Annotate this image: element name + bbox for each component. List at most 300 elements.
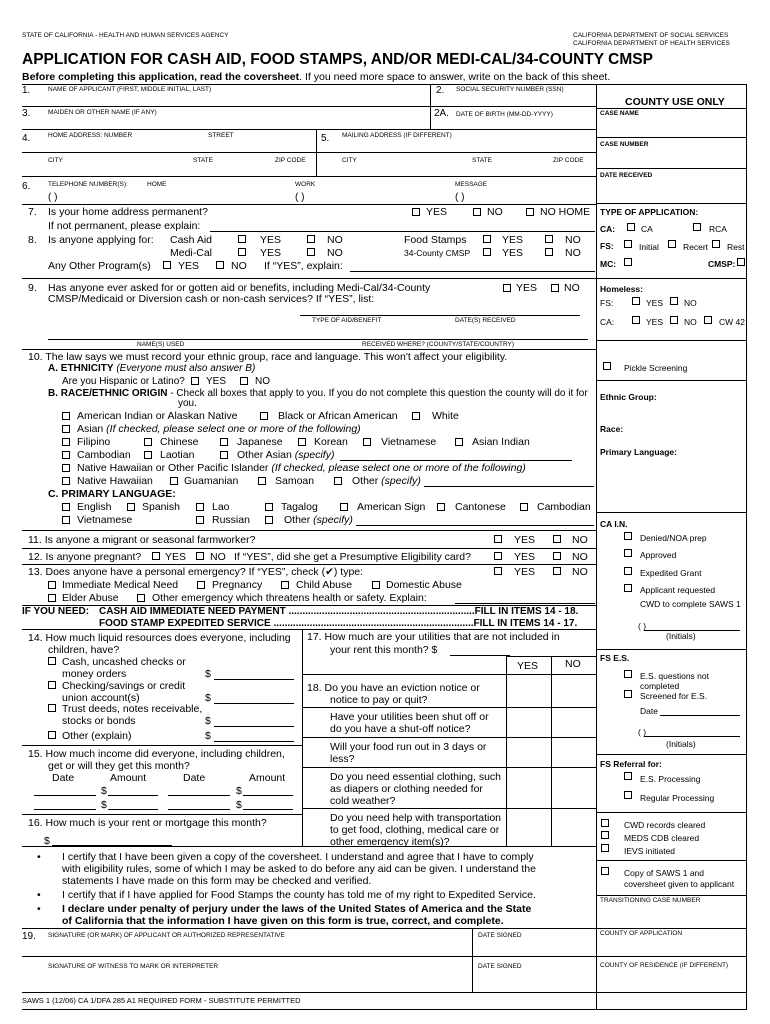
q13-no: NO [572, 566, 588, 578]
q8-medi-no-checkbox[interactable] [307, 248, 315, 256]
county-esproc-checkbox[interactable] [624, 772, 632, 780]
q15-dollar-1: $ [101, 785, 107, 797]
q18-a2: notice to pay or quit? [330, 694, 428, 706]
county-h-ca-yes-checkbox[interactable] [632, 316, 640, 324]
q8-cmsp-yes-checkbox[interactable] [483, 248, 491, 256]
q12-followup: If “YES”, did she get a Presumptive Eligibility card? [234, 551, 471, 563]
res-trust2: stocks or bonds [62, 715, 136, 727]
county-h-fs-no: NO [684, 298, 697, 308]
rule [22, 745, 303, 746]
q16-text: 16. How much is your rent or mortgage this month? [28, 817, 267, 829]
em-preg: Pregnancy [212, 579, 263, 591]
lang-other-checkbox[interactable] [265, 516, 273, 524]
race-korean-checkbox[interactable] [298, 438, 306, 446]
county-expedited: Expedited Grant [640, 568, 702, 578]
rule [596, 137, 746, 138]
q12-no: NO [210, 551, 226, 563]
q8-food-yes-checkbox[interactable] [483, 235, 491, 243]
q7-no-checkbox[interactable] [473, 208, 481, 216]
county-approved-checkbox[interactable] [624, 549, 632, 557]
q11-no-checkbox[interactable] [553, 535, 561, 543]
rule [302, 674, 597, 675]
rule [22, 84, 747, 85]
q13-yes-checkbox[interactable] [494, 567, 502, 575]
lang-spanish-checkbox[interactable] [127, 503, 135, 511]
res-cash-checkbox[interactable] [48, 657, 56, 665]
race-guam-checkbox[interactable] [170, 477, 178, 485]
message-phone-area[interactable]: ( ) [455, 192, 465, 203]
state-label: STATE [193, 157, 213, 164]
county-esq: E.S. questions not [640, 671, 709, 681]
county-recert-checkbox[interactable] [668, 240, 676, 248]
county-appreq: Applicant requested [640, 585, 716, 595]
field-6-label: TELEPHONE NUMBER(S): [48, 181, 128, 188]
rule [430, 84, 431, 107]
race-samoan: Samoan [275, 475, 315, 487]
rule [22, 106, 597, 107]
county-date-line[interactable] [660, 715, 740, 716]
em-preg-checkbox[interactable] [197, 581, 205, 589]
q9-type-label: TYPE OF AID/BENEFIT [312, 317, 382, 324]
q14-line1: 14. How much liquid resources does everyone, including [28, 632, 291, 644]
lang-russian-checkbox[interactable] [196, 516, 204, 524]
county-cwd-complete: CWD to complete SAWS 1 [640, 599, 741, 609]
county-date-received: DATE RECEIVED [600, 172, 653, 179]
field-4-street: STREET [208, 132, 234, 139]
cert-2: I certify that if I have applied for Food Stamps the county has told me of my right to Expedited Service. [62, 889, 536, 901]
q10-intro: 10. The law says we must record your ethnic group, race and language. This won't affect your eligibility. [28, 351, 508, 363]
county-lang: Primary Language: [600, 447, 677, 457]
county-initial-checkbox[interactable] [624, 240, 632, 248]
q18-a1: 18. Do you have an eviction notice or [307, 682, 480, 694]
lang-tagalog-checkbox[interactable] [265, 503, 273, 511]
county-initials-line-2[interactable] [644, 736, 740, 737]
res-checking-amount[interactable] [214, 703, 294, 704]
field-3-num: 3. [22, 108, 31, 119]
ifneed-cash: CASH AID IMMEDIATE NEED PAYMENT ...................................................................FILL IN ITEMS 14 - 18. [99, 606, 579, 617]
q8-num: 8. [28, 234, 37, 246]
lang-viet: Vietnamese [77, 514, 133, 526]
hispanic-yes: YES [206, 376, 227, 387]
q8-ifyes: If “YES”, explain: [264, 260, 343, 272]
q8-other-yes: YES [178, 260, 200, 272]
cert-3a: I declare under penalty of perjury under the laws of the United States of America and the State [62, 903, 532, 915]
race-laotian-checkbox[interactable] [144, 451, 152, 459]
q18-e3: other emergency item(s)? [330, 836, 450, 848]
county-ca-checkbox[interactable] [627, 223, 635, 231]
em-child-checkbox[interactable] [281, 581, 289, 589]
county-h-fs-yes-checkbox[interactable] [632, 297, 640, 305]
race-laotian: Laotian [160, 449, 195, 461]
lang-russian: Russian [212, 514, 250, 526]
q7-yes-checkbox[interactable] [412, 208, 420, 216]
county-initials-box-2[interactable]: ( ) [638, 727, 647, 737]
q15-date-1[interactable] [34, 795, 96, 796]
res-trust-amount[interactable] [214, 726, 294, 727]
county-date: Date [640, 706, 658, 716]
rule [22, 992, 747, 993]
em-explain-line[interactable] [455, 603, 595, 604]
q7-text: Is your home address permanent? [48, 206, 208, 218]
county-mc-checkbox[interactable] [624, 258, 632, 266]
res-cash-amount[interactable] [214, 679, 294, 680]
q8-text: Is anyone applying for: [48, 234, 154, 246]
race-samoan-checkbox[interactable] [258, 477, 266, 485]
county-copy-checkbox[interactable] [601, 867, 609, 875]
res-checking-checkbox[interactable] [48, 681, 56, 689]
q8-food-label: Food Stamps [404, 234, 467, 246]
q13-no-checkbox[interactable] [553, 567, 561, 575]
q8-medi-yes: YES [260, 247, 282, 259]
rule [596, 956, 746, 957]
rule [596, 203, 746, 204]
rule [596, 895, 746, 896]
rule [22, 349, 597, 350]
county-rest: Rest [727, 242, 745, 252]
home-phone-area[interactable]: ( ) [48, 192, 58, 203]
race-amind-checkbox[interactable] [62, 412, 70, 420]
lang-asl-checkbox[interactable] [340, 503, 348, 511]
sig-num: 19. [22, 931, 36, 942]
county-screened-checkbox[interactable] [624, 690, 632, 698]
city-label: CITY [48, 157, 63, 164]
q18-c1: Will your food run out in 3 days or [330, 741, 487, 753]
agency-right-1: CALIFORNIA DEPARTMENT OF SOCIAL SERVICES [573, 32, 729, 39]
county-cwd: CWD records cleared [624, 820, 706, 830]
q8-cash-no: NO [327, 234, 343, 246]
q12-pe-yes: YES [514, 551, 536, 563]
q8-cmsp-no-checkbox[interactable] [545, 248, 553, 256]
right-border [746, 84, 747, 1010]
race-asianindian: Asian Indian [472, 436, 530, 448]
q8-explain-line[interactable] [350, 271, 595, 272]
q18-e2: to get food, clothing, medical care or [330, 824, 500, 836]
q8-cash-yes-checkbox[interactable] [238, 235, 246, 243]
race-cambodian-checkbox[interactable] [62, 451, 70, 459]
q9-num: 9. [28, 282, 37, 294]
county-ca: CA: [600, 224, 616, 234]
county-h-ca-no-checkbox[interactable] [670, 316, 678, 324]
race-otherasian: Other Asian (specify) [237, 449, 335, 461]
rule [596, 928, 746, 929]
race-white: White [432, 410, 459, 422]
q8-medi-yes-checkbox[interactable] [238, 248, 246, 256]
q18-d3: cold weather? [330, 795, 396, 807]
county-h-fs-no-checkbox[interactable] [670, 297, 678, 305]
race-nhpi-checkbox[interactable] [62, 464, 70, 472]
county-trans: TRANSITIONING CASE NUMBER [600, 897, 701, 904]
q13-text: 13. Does anyone have a personal emergency? If “YES”, check (✔) type: [28, 566, 364, 578]
county-ca-opt: CA [641, 224, 653, 234]
em-domestic: Domestic Abuse [386, 579, 462, 591]
res-other: Other (explain) [62, 730, 132, 742]
q9-no-checkbox[interactable] [551, 284, 559, 292]
county-screened: Screened for E.S. [640, 691, 708, 701]
q15-amt-2[interactable] [243, 795, 293, 796]
q15-amt-h1: Amount [110, 772, 147, 784]
q10-a: A. ETHNICITY (Everyone must also answer B) [48, 363, 256, 374]
county-ievs-checkbox[interactable] [601, 844, 609, 852]
lang-english: English [77, 501, 112, 513]
q18-b2: do you have a shut-off notice? [330, 723, 471, 735]
q8-food-yes: YES [502, 234, 524, 246]
em-elder-checkbox[interactable] [48, 594, 56, 602]
race-nh-checkbox[interactable] [62, 477, 70, 485]
county-h-ca-yes: YES [646, 317, 664, 327]
rule [596, 340, 746, 341]
q7-explain: If not permanent, please explain: [48, 220, 201, 232]
county-esproc: E.S. Processing [640, 774, 701, 784]
cert-3b: of California that the information I have given on this form is true, correct, and complete. [62, 915, 504, 927]
lang-english-checkbox[interactable] [62, 503, 70, 511]
race-other-line[interactable] [424, 486, 594, 487]
state-label-2: STATE [472, 157, 492, 164]
q12-pe-no-checkbox[interactable] [553, 552, 561, 560]
q15-dollar-3: $ [101, 799, 107, 811]
em-medical-checkbox[interactable] [48, 581, 56, 589]
q18-c2: less? [330, 753, 355, 765]
q7-nohome-label: NO HOME [540, 206, 591, 218]
field-5-label: MAILING ADDRESS (IF DIFFERENT) [342, 132, 452, 139]
q8-medi-no: NO [327, 247, 343, 259]
q15-date-4[interactable] [168, 809, 230, 810]
county-rest-checkbox[interactable] [712, 240, 720, 248]
res-cash-dollar: $ [205, 668, 211, 680]
hispanic-no-checkbox[interactable] [240, 377, 248, 385]
em-domestic-checkbox[interactable] [372, 581, 380, 589]
race-otherasian-checkbox[interactable] [220, 451, 228, 459]
lang-other-line[interactable] [356, 525, 594, 526]
lang-cantonese: Cantonese [455, 501, 506, 513]
res-other-checkbox[interactable] [48, 731, 56, 739]
field-5-num: 5. [321, 133, 330, 144]
county-fs: FS: [600, 241, 614, 251]
race-filipino: Filipino [77, 436, 111, 448]
county-cw42-checkbox[interactable] [704, 316, 712, 324]
county-case-name: CASE NAME [600, 110, 640, 117]
race-filipino-checkbox[interactable] [62, 438, 70, 446]
county-h-fs: FS: [600, 298, 614, 308]
hispanic-yes-checkbox[interactable] [191, 377, 199, 385]
county-h-ca: CA: [600, 317, 615, 327]
q8-medi-label: Medi-Cal [170, 247, 213, 259]
work-phone-area[interactable]: ( ) [295, 192, 305, 203]
q9-names-label: NAME(S) USED [137, 341, 185, 348]
q8-cash-no-checkbox[interactable] [307, 235, 315, 243]
lang-cantonese-checkbox[interactable] [437, 503, 445, 511]
q9-yes-checkbox[interactable] [503, 284, 511, 292]
lang-tagalog: Tagalog [281, 501, 318, 513]
rule [22, 846, 597, 847]
q8-food-no: NO [565, 234, 581, 246]
race-japanese-checkbox[interactable] [220, 438, 228, 446]
lang-other: Other (specify) [284, 514, 353, 526]
field-3-label: MAIDEN OR OTHER NAME (IF ANY) [48, 109, 157, 116]
rule [596, 512, 746, 513]
county-cain: CA I.N. [600, 519, 628, 529]
q17-line2: your rent this month? $ [330, 644, 438, 656]
q18-d2: as diapers or clothing needed for [330, 783, 483, 795]
county-meds-checkbox[interactable] [601, 831, 609, 839]
county-recert: Recert [683, 242, 709, 252]
q15-amt-1[interactable] [108, 795, 158, 796]
q9-type-line[interactable] [300, 315, 580, 316]
county-h-ca-no: NO [684, 317, 697, 327]
rule [302, 767, 597, 768]
q7-num: 7. [28, 206, 37, 218]
q9-line1: Has anyone ever asked for or gotten aid or benefits, including Medi-Cal/34-County [48, 282, 431, 294]
rule [22, 204, 597, 205]
lang-viet-checkbox[interactable] [62, 516, 70, 524]
rule [506, 656, 597, 657]
sig-applicant-label: SIGNATURE (OR MARK) OF APPLICANT OR AUTHORIZED REPRESENTATIVE [48, 932, 285, 939]
rule [22, 530, 597, 531]
cert-1c: statements I have made on this form may be checked and verified. [62, 875, 372, 887]
q15-amt-4[interactable] [243, 809, 293, 810]
county-pickle-checkbox[interactable] [603, 362, 611, 370]
em-elder: Elder Abuse [62, 592, 119, 604]
sig-witness-label: SIGNATURE OF WITNESS TO MARK OR INTERPRETER [48, 963, 219, 970]
q12-yes-checkbox[interactable] [152, 552, 160, 560]
ifneed-label: IF YOU NEED: [22, 606, 90, 617]
q15-amt-h2: Amount [249, 772, 286, 784]
rule [596, 812, 746, 813]
race-other-checkbox[interactable] [334, 477, 342, 485]
lang-spanish: Spanish [142, 501, 180, 513]
lang-lao-checkbox[interactable] [196, 503, 204, 511]
rule [596, 108, 746, 109]
race-asian: Asian (If checked, please select one or more of the following) [77, 423, 361, 435]
q9-yes: YES [516, 282, 538, 294]
race-black-checkbox[interactable] [260, 412, 268, 420]
lang-lao: Lao [212, 501, 230, 513]
county-initials-box-1[interactable]: ( ) [638, 621, 647, 631]
lang-cambodian-checkbox[interactable] [520, 503, 528, 511]
q16-dollar: $ [44, 835, 50, 847]
rule [472, 928, 473, 993]
county-denied: Denied/NOA prep [640, 533, 707, 543]
lang-asl: American Sign [357, 501, 426, 513]
q15-amt-3[interactable] [108, 809, 158, 810]
q9-no: NO [564, 282, 580, 294]
rule [22, 152, 597, 153]
county-rca-checkbox[interactable] [693, 223, 701, 231]
q12-pe-no: NO [572, 551, 588, 563]
q18-yes-header: YES [517, 660, 539, 672]
q8-other-yes-checkbox[interactable] [163, 261, 171, 269]
work-label: WORK [295, 181, 316, 188]
cert-1b: with eligibility rules, some of which I may be asked to do before any aid can be given. I understand the [62, 863, 536, 875]
race-cambodian: Cambodian [77, 449, 131, 461]
rule [302, 737, 597, 738]
field-2a-label: DATE OF BIRTH (MM-DD-YYYY) [456, 111, 553, 118]
county-cmsp-checkbox[interactable] [737, 258, 745, 266]
q8-cmsp-label: 34-County CMSP [404, 248, 471, 258]
agency-left: STATE OF CALIFORNIA - HEALTH AND HUMAN SERVICES AGENCY [22, 32, 229, 39]
county-homeless: Homeless: [600, 284, 643, 294]
q15-date-3[interactable] [34, 809, 96, 810]
q12-pe-yes-checkbox[interactable] [494, 552, 502, 560]
race-chinese-checkbox[interactable] [144, 438, 152, 446]
q9-names-line[interactable] [48, 339, 588, 340]
rule [22, 176, 597, 177]
race-white-checkbox[interactable] [412, 412, 420, 420]
q8-food-no-checkbox[interactable] [545, 235, 553, 243]
q8-cmsp-yes: YES [502, 247, 524, 259]
county-race: Race: [600, 424, 624, 434]
rule [22, 928, 597, 929]
race-asian-checkbox[interactable] [62, 425, 70, 433]
rule [22, 956, 597, 957]
hispanic-no: NO [255, 376, 270, 387]
race-asianindian-checkbox[interactable] [455, 438, 463, 446]
county-expedited-checkbox[interactable] [624, 567, 632, 575]
county-esq-checkbox[interactable] [624, 670, 632, 678]
county-regproc: Regular Processing [640, 793, 715, 803]
res-trust-checkbox[interactable] [48, 704, 56, 712]
res-other-amount[interactable] [214, 741, 294, 742]
res-cash: Cash, uncashed checks or [62, 656, 186, 668]
em-other-checkbox[interactable] [137, 594, 145, 602]
county-meds: MEDS CDB cleared [624, 833, 700, 843]
county-rca: RCA [709, 224, 727, 234]
county-initial: Initial [639, 242, 659, 252]
q12-text: 12. Is anyone pregnant? [28, 551, 142, 563]
rule [302, 707, 597, 708]
race-vietnamese-checkbox[interactable] [363, 438, 371, 446]
q7-yes-label: YES [426, 206, 448, 218]
q8-cmsp-no: NO [565, 247, 581, 259]
county-h-fs-yes: YES [646, 298, 664, 308]
q15-date-2[interactable] [168, 795, 230, 796]
em-child: Child Abuse [296, 579, 353, 591]
county-type-app: TYPE OF APPLICATION: [600, 207, 699, 217]
county-approved: Approved [640, 550, 677, 560]
q11-yes: YES [514, 534, 536, 546]
county-initials-1: (Initials) [666, 631, 696, 641]
q13-yes: YES [514, 566, 536, 578]
sig-witness-date-label: DATE SIGNED [478, 963, 522, 970]
race-black: Black or African American [278, 410, 398, 422]
county-appreq-checkbox[interactable] [624, 584, 632, 592]
county-title: COUNTY USE ONLY [625, 96, 725, 108]
q17-amount[interactable] [450, 655, 510, 656]
q14-line2: children, have? [48, 644, 120, 656]
otherasian-line[interactable] [340, 460, 572, 461]
rule [430, 106, 431, 129]
county-regproc-checkbox[interactable] [624, 791, 632, 799]
q7-nohome-checkbox[interactable] [526, 208, 534, 216]
q15-line2: get or will they get this month? [48, 760, 190, 772]
message-label: MESSAGE [455, 181, 488, 188]
race-amind: American Indian or Alaskan Native [77, 410, 238, 422]
county-cwd-checkbox[interactable] [601, 819, 609, 827]
county-cmsp: CMSP: [708, 259, 736, 269]
city-label-2: CITY [342, 157, 357, 164]
q8-other-no-checkbox[interactable] [216, 261, 224, 269]
county-denied-checkbox[interactable] [624, 532, 632, 540]
rule [551, 656, 552, 846]
county-mc: MC: [600, 259, 617, 269]
county-copy2: coversheet given to applicant [624, 879, 735, 889]
rule [22, 129, 597, 130]
q12-no-checkbox[interactable] [196, 552, 204, 560]
race-other: Other (specify) [352, 475, 421, 487]
q7-explain-line[interactable] [210, 231, 595, 232]
q11-yes-checkbox[interactable] [494, 535, 502, 543]
q17-line1: 17. How much are your utilities that are not included in [307, 631, 560, 643]
q8-other-no: NO [231, 260, 247, 272]
